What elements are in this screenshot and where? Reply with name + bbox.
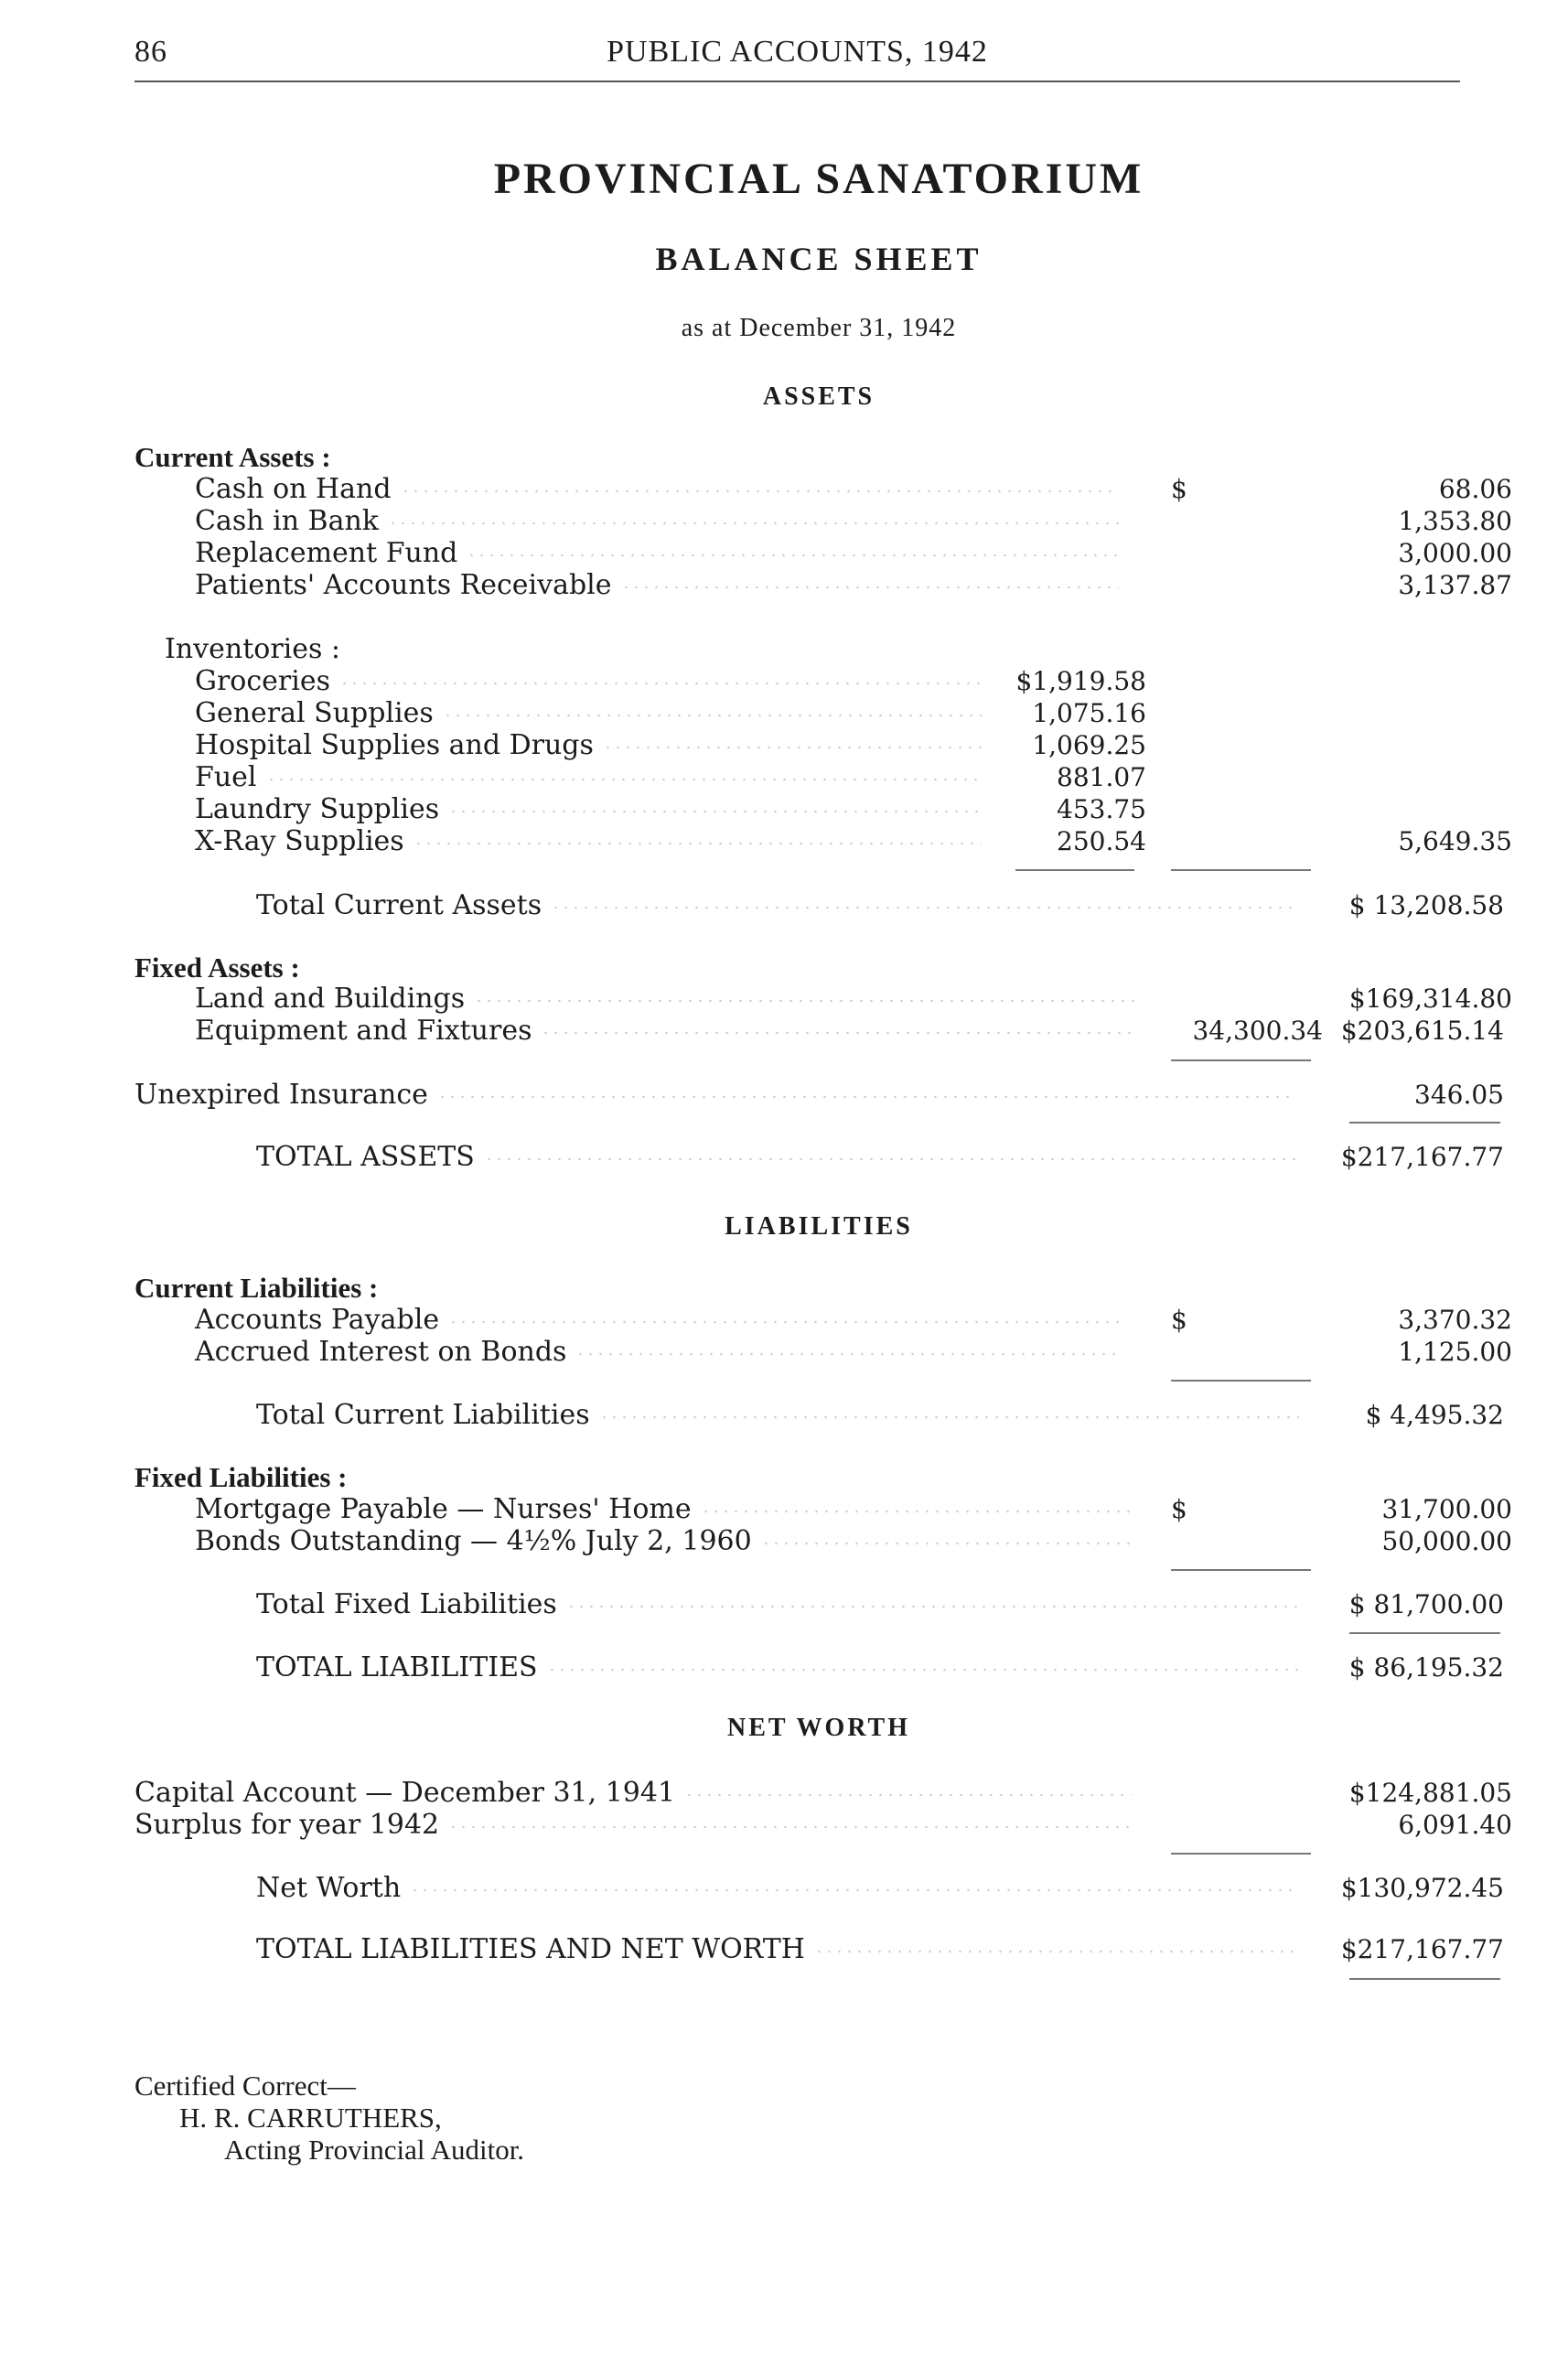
- inventories-subtotal: 5,649.35: [1398, 826, 1512, 856]
- row-amount: $ 4,495.32: [1365, 1400, 1504, 1430]
- accounts-payable-row: [195, 1304, 1512, 1336]
- row-amount: $217,167.77: [1340, 1142, 1504, 1172]
- row-amount: 34,300.34: [1192, 1016, 1323, 1046]
- row-amount: 6,091.40: [1398, 1810, 1512, 1840]
- row-label: TOTAL ASSETS: [256, 1141, 475, 1173]
- row-amount: 68.06: [1438, 474, 1512, 504]
- row-amount: $130,972.45: [1340, 1873, 1504, 1903]
- total-fixed-liabilities-row: [256, 1589, 1504, 1620]
- fixed-assets-total: $203,615.14: [1340, 1016, 1504, 1046]
- row-label: Patients' Accounts Receivable: [195, 569, 612, 601]
- row-label: Mortgage Payable — Nurses' Home: [195, 1493, 692, 1525]
- cash-on-hand-row: [195, 473, 1512, 505]
- rule-current-liabilities: [1171, 1380, 1311, 1382]
- dollar-sign: $: [1171, 1305, 1187, 1335]
- row-label: Fuel: [195, 761, 257, 793]
- rule-total-liabilities: [1349, 1632, 1500, 1634]
- patients-accounts-row: [195, 569, 1512, 601]
- land-buildings-row: [195, 983, 1512, 1015]
- page-number: 86: [134, 35, 167, 69]
- document-title: PROVINCIAL SANATORIUM: [493, 155, 1144, 203]
- xray-supplies-row: [195, 825, 1512, 857]
- groceries-row: [195, 666, 1155, 697]
- row-label: Cash in Bank: [195, 505, 379, 537]
- row-label: Total Fixed Liabilities: [256, 1588, 557, 1620]
- row-amount: 1,125.00: [1398, 1337, 1512, 1367]
- row-label: X-Ray Supplies: [195, 825, 404, 857]
- fuel-row: [195, 762, 1155, 793]
- net-worth-row: [256, 1873, 1504, 1904]
- dollar-sign: $: [1171, 474, 1187, 504]
- equipment-fixtures-row: [195, 1016, 1504, 1047]
- row-label: Equipment and Fixtures: [195, 1015, 532, 1047]
- row-amount: $ 13,208.58: [1348, 890, 1504, 920]
- accrued-interest-row: [195, 1336, 1512, 1368]
- surplus-row: [134, 1809, 1512, 1841]
- row-amount: 3,000.00: [1398, 538, 1512, 568]
- total-assets-row: [256, 1142, 1504, 1173]
- row-amount: 1,353.80: [1398, 506, 1512, 536]
- rule-inventory: [1015, 869, 1134, 871]
- row-label: Laundry Supplies: [195, 793, 440, 825]
- row-label: Accounts Payable: [195, 1304, 440, 1336]
- row-label: Surplus for year 1942: [134, 1809, 440, 1841]
- row-label: Bonds Outstanding — 4½% July 2, 1960: [195, 1525, 752, 1557]
- row-amount: 881.07: [1057, 762, 1146, 792]
- net-worth-heading: NET WORTH: [726, 1714, 911, 1742]
- current-assets-heading: Current Assets :: [134, 441, 331, 473]
- row-label: Net Worth: [256, 1872, 402, 1904]
- running-title: PUBLIC ACCOUNTS, 1942: [607, 35, 988, 69]
- dollar-sign: $: [1171, 1494, 1187, 1524]
- rule-net-worth: [1171, 1853, 1311, 1855]
- total-liabilities-row: [256, 1652, 1504, 1683]
- row-label: General Supplies: [195, 697, 434, 729]
- rule-grand-total: [1349, 1978, 1500, 1980]
- certified-correct: Certified Correct—: [134, 2070, 356, 2102]
- total-current-liabilities-row: [256, 1400, 1504, 1431]
- row-amount: 1,075.16: [1032, 698, 1146, 728]
- page-header: [134, 35, 1460, 82]
- row-amount: $169,314.80: [1348, 984, 1512, 1014]
- assets-heading: ASSETS: [762, 382, 875, 411]
- row-label: Hospital Supplies and Drugs: [195, 729, 594, 761]
- row-amount: 1,069.25: [1032, 730, 1146, 760]
- unexpired-insurance-row: [134, 1080, 1504, 1111]
- row-label: TOTAL LIABILITIES AND NET WORTH: [256, 1933, 805, 1965]
- capital-account-row: [134, 1777, 1512, 1809]
- rule-current-subtotal: [1171, 869, 1311, 871]
- row-label: Total Current Liabilities: [256, 1399, 590, 1431]
- mortgage-payable-row: [195, 1493, 1512, 1525]
- row-amount: $1,919.58: [1015, 666, 1146, 696]
- row-label: Unexpired Insurance: [134, 1079, 428, 1111]
- auditor-title: Acting Provincial Auditor.: [224, 2134, 525, 2166]
- document-subtitle: BALANCE SHEET: [655, 241, 983, 277]
- row-label: Replacement Fund: [195, 537, 458, 569]
- row-label: TOTAL LIABILITIES: [256, 1651, 538, 1683]
- rule-total-assets: [1349, 1122, 1500, 1124]
- row-amount: $ 81,700.00: [1348, 1589, 1504, 1619]
- total-current-assets-row: [256, 890, 1504, 921]
- row-amount: $124,881.05: [1348, 1778, 1512, 1808]
- inventories-label: Inventories :: [165, 633, 341, 665]
- inventories-heading: [165, 634, 714, 665]
- row-label: Land and Buildings: [195, 983, 466, 1015]
- rule-fixed-assets: [1171, 1059, 1311, 1061]
- row-label: Groceries: [195, 665, 331, 697]
- grand-total-row: [256, 1934, 1504, 1965]
- current-liabilities-heading: Current Liabilities :: [134, 1272, 379, 1304]
- row-amount: 50,000.00: [1381, 1526, 1512, 1556]
- replacement-fund-row: [195, 537, 1512, 569]
- fixed-liabilities-heading: Fixed Liabilities :: [134, 1461, 348, 1493]
- row-amount: 453.75: [1057, 794, 1146, 824]
- row-amount: 346.05: [1414, 1080, 1504, 1110]
- liabilities-heading: LIABILITIES: [725, 1212, 913, 1241]
- row-label: Accrued Interest on Bonds: [195, 1336, 567, 1368]
- row-amount: 250.54: [1057, 826, 1146, 856]
- row-amount: 3,370.32: [1398, 1305, 1512, 1335]
- auditor-name: H. R. CARRUTHERS,: [179, 2102, 442, 2134]
- hospital-supplies-row: [195, 730, 1155, 761]
- date-line: as at December 31, 1942: [681, 314, 957, 342]
- general-supplies-row: [195, 698, 1155, 729]
- row-amount: $ 86,195.32: [1348, 1652, 1504, 1683]
- bonds-outstanding-row: [195, 1525, 1512, 1557]
- row-amount: 31,700.00: [1381, 1494, 1512, 1524]
- row-amount: $217,167.77: [1340, 1934, 1504, 1964]
- row-amount: 3,137.87: [1398, 570, 1512, 600]
- fixed-assets-heading: Fixed Assets :: [134, 952, 300, 984]
- rule-fixed-liabilities: [1171, 1569, 1311, 1571]
- cash-in-bank-row: [195, 505, 1512, 537]
- row-label: Cash on Hand: [195, 473, 392, 505]
- row-label: Capital Account — December 31, 1941: [134, 1777, 676, 1809]
- row-label: Total Current Assets: [256, 889, 542, 921]
- laundry-supplies-row: [195, 794, 1155, 825]
